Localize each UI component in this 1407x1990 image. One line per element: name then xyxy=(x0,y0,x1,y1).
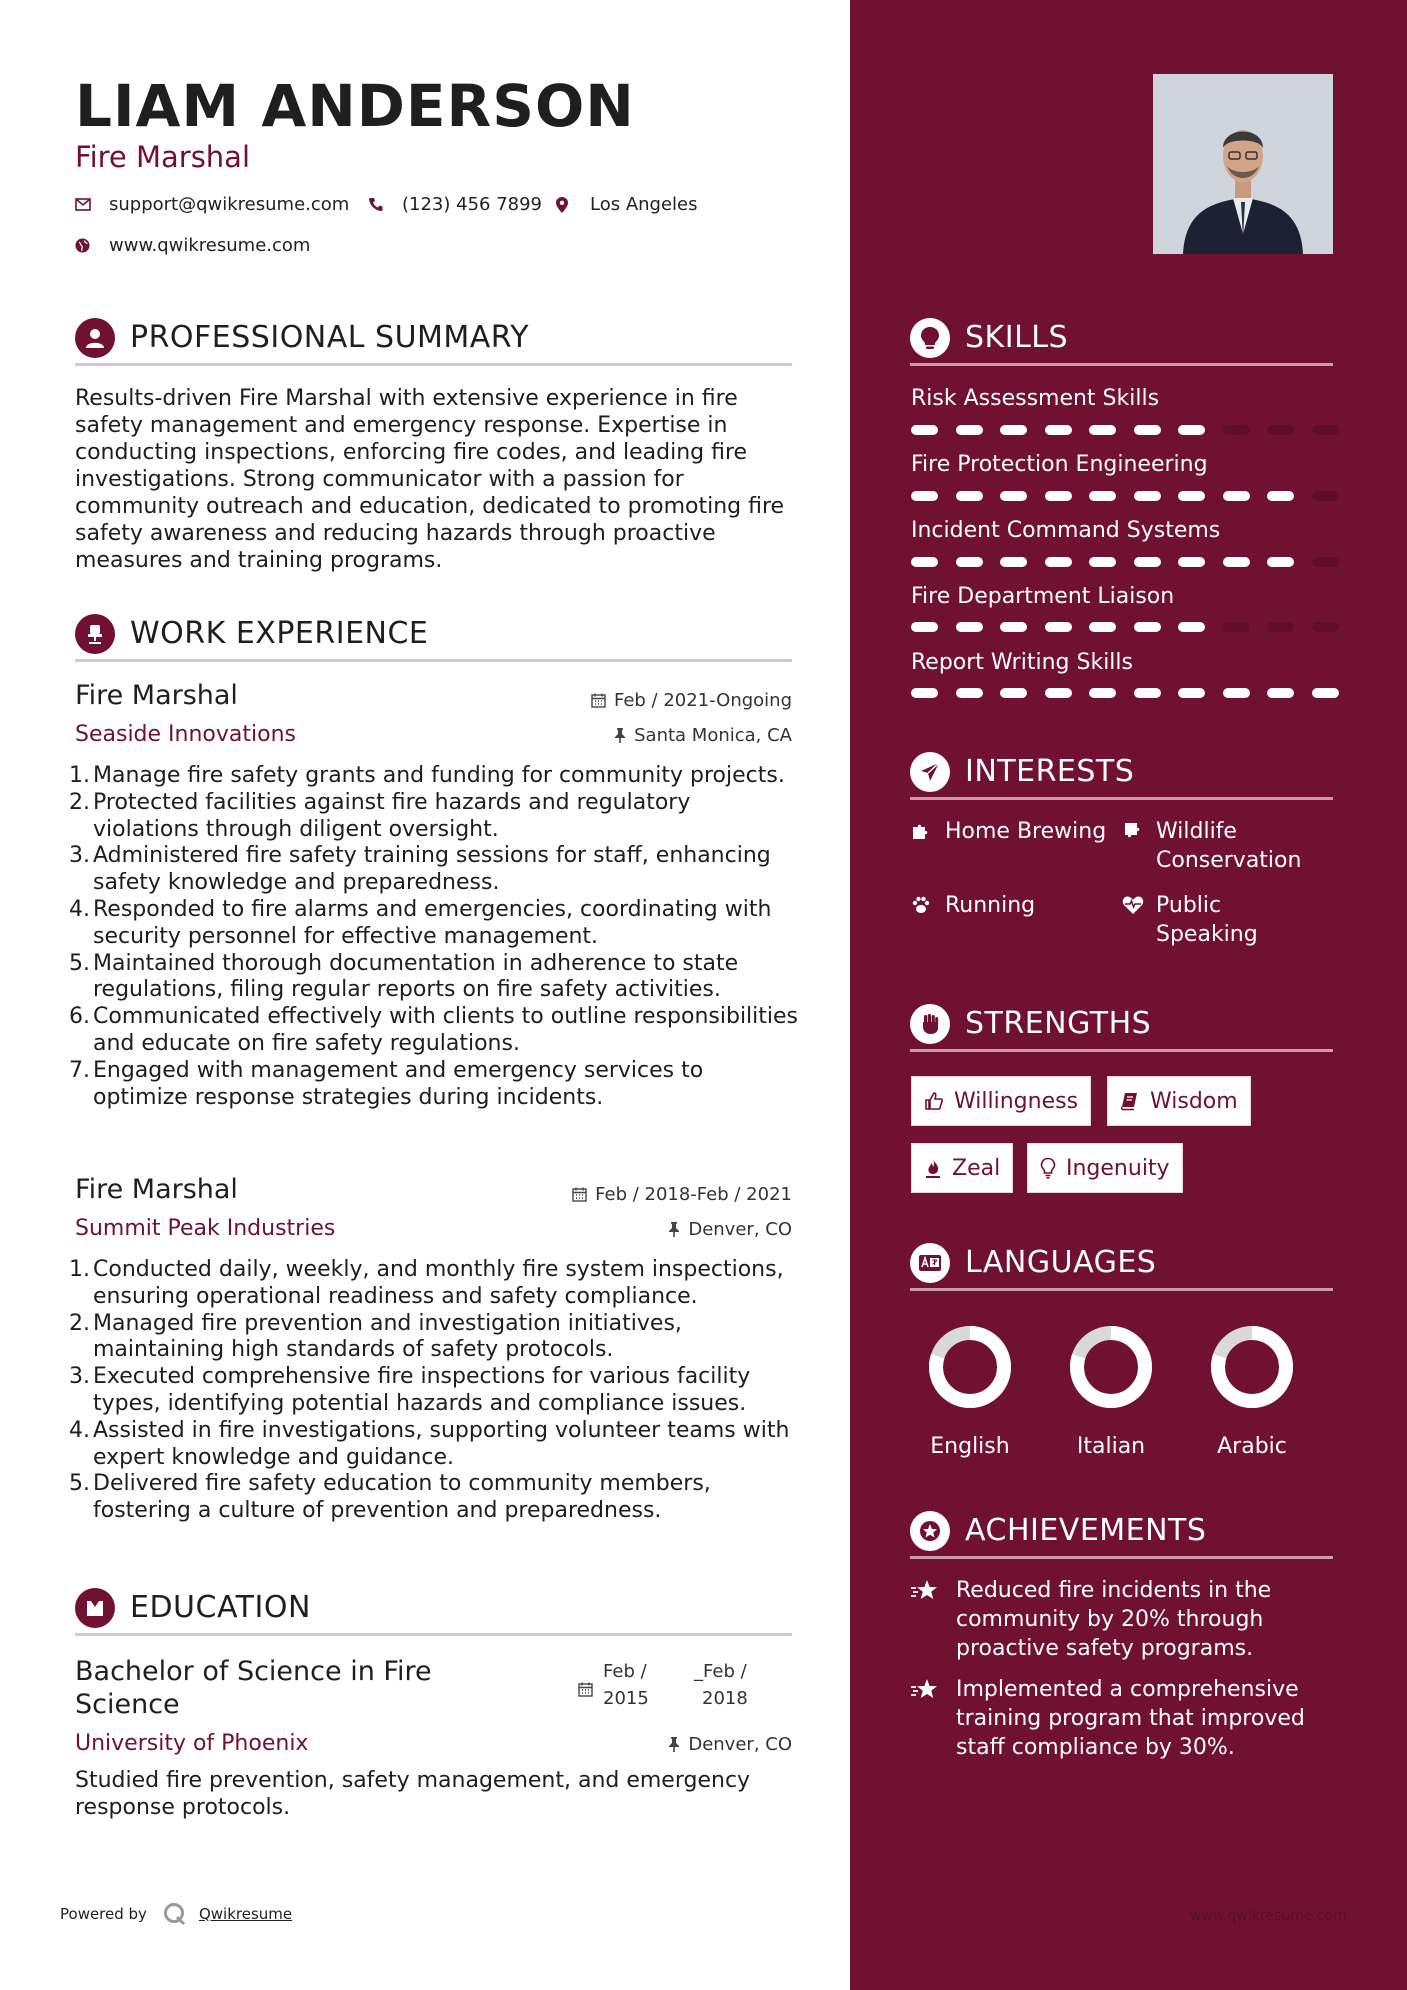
user-icon xyxy=(75,318,115,358)
language-ring xyxy=(1207,1322,1297,1412)
summary-section-header xyxy=(75,314,792,366)
skill-level-segment xyxy=(1267,622,1294,632)
list-item: 6. Communicated effectively with clients to outline responsibilities and educate on fire safety regulations. xyxy=(69,1004,799,1056)
contact-email[interactable] xyxy=(75,194,349,215)
skill-level-segment xyxy=(1045,425,1072,435)
skill-level-bar xyxy=(911,688,1356,698)
lightbulb-icon xyxy=(1040,1157,1056,1179)
skill-level-segment xyxy=(1178,557,1205,567)
language-name: Arabic xyxy=(1217,1434,1287,1459)
skill-level-segment xyxy=(1178,491,1205,501)
candidate-role: Fire Marshal xyxy=(75,140,251,174)
skill-level-segment xyxy=(1045,491,1072,501)
skill-level-segment xyxy=(1312,622,1339,632)
skill-level-segment xyxy=(1045,688,1072,698)
skill-level-segment xyxy=(1045,557,1072,567)
education-section-header xyxy=(75,1584,792,1636)
education-start-date: Feb / 2015 xyxy=(603,1661,649,1709)
languages-section-header xyxy=(910,1239,1333,1291)
skill-level-segment xyxy=(1267,557,1294,567)
education-end-date: _Feb / 2018 xyxy=(694,1661,748,1709)
footer xyxy=(60,1902,292,1926)
email-text: support@qwikresume.com xyxy=(109,194,350,215)
achievement-item: Implemented a comprehensive training program that improved staff compliance by 30%. xyxy=(910,1675,1330,1762)
skill-level-bar xyxy=(911,622,1356,632)
interests-title: INTERESTS xyxy=(965,754,1135,789)
skill-level-segment xyxy=(911,491,938,501)
job-location: Santa Monica, CA xyxy=(614,725,792,746)
interests-section-header xyxy=(910,748,1333,800)
list-item: 1. Conducted daily, weekly, and monthly fire system inspections, ensuring operational readiness and safety compliance. xyxy=(69,1257,784,1309)
skill-level-segment xyxy=(1134,557,1161,567)
strength-chip: Wisdom xyxy=(1107,1076,1251,1126)
skills-section-header xyxy=(910,314,1333,366)
skill-level-segment xyxy=(1000,491,1027,501)
list-item: 5. Delivered fire safety education to community members, fostering a culture of prevention and preparedness. xyxy=(69,1471,711,1524)
list-item: 5. Maintained thorough documentation in adherence to state regulations, filing regular reports on fire safety activities. xyxy=(69,950,739,1003)
experience-title: WORK EXPERIENCE xyxy=(130,616,429,651)
languages-title: LANGUAGES xyxy=(965,1245,1157,1280)
skill-level-segment xyxy=(956,557,983,567)
star-icon xyxy=(910,1675,940,1762)
pushpin-icon xyxy=(614,728,626,743)
language-item xyxy=(910,1322,1030,1459)
heartbeat-icon xyxy=(1122,891,1144,949)
map-pin-icon xyxy=(556,197,574,213)
summary-title: PROFESSIONAL SUMMARY xyxy=(130,320,530,355)
list-item: 3. Executed comprehensive fire inspections for various facility types, identifying potential hazards and compliance issues. xyxy=(69,1364,751,1416)
qwikresume-logo-icon xyxy=(163,1902,187,1926)
thumbs-up-icon xyxy=(924,1091,944,1111)
strengths-title: STRENGTHS xyxy=(965,1006,1152,1041)
achievement-item: Reduced fire incidents in the community by 20% through proactive safety programs. xyxy=(910,1576,1330,1663)
education-description: Studied fire prevention, safety management, and emergency response protocols. xyxy=(75,1768,751,1820)
strength-chip: Willingness xyxy=(911,1076,1091,1126)
skill-level-segment xyxy=(956,688,983,698)
job-location: Denver, CO xyxy=(668,1219,792,1240)
skill-level-segment xyxy=(911,688,938,698)
skill-level-segment xyxy=(1089,557,1116,567)
language-ring xyxy=(1066,1322,1156,1412)
strength-chip: Ingenuity xyxy=(1027,1143,1183,1193)
language-ring xyxy=(925,1322,1015,1412)
flame-icon xyxy=(924,1157,942,1179)
skill-level-segment xyxy=(1000,425,1027,435)
skill-level-segment xyxy=(1223,425,1250,435)
skill-level-segment xyxy=(1312,688,1339,698)
skill-level-segment xyxy=(956,491,983,501)
list-item: 4. Responded to fire alarms and emergencies, coordinating with security personnel for effective management. xyxy=(69,896,772,949)
star-badge-icon xyxy=(910,1511,950,1551)
interest-item: Running xyxy=(911,891,1035,923)
skill-name: Fire Department Liaison xyxy=(911,584,1175,609)
skill-level-segment xyxy=(956,622,983,632)
calendar-icon xyxy=(591,693,606,708)
skill-level-segment xyxy=(1223,622,1250,632)
contact-phone[interactable] xyxy=(368,194,542,215)
skill-level-segment xyxy=(911,425,938,435)
language-item xyxy=(1051,1322,1171,1459)
interest-item: Home Brewing xyxy=(911,817,1106,849)
experience-section-header xyxy=(75,610,792,662)
skill-level-segment xyxy=(1000,622,1027,632)
profile-photo xyxy=(1153,74,1333,254)
star-icon xyxy=(910,1576,940,1663)
pushpin-icon xyxy=(668,1222,680,1237)
achievements-section-header xyxy=(910,1507,1333,1559)
skill-name: Report Writing Skills xyxy=(911,650,1133,675)
calendar-icon xyxy=(578,1682,593,1701)
skill-name: Risk Assessment Skills xyxy=(911,386,1160,411)
skill-level-segment xyxy=(1045,622,1072,632)
skill-level-segment xyxy=(1089,688,1116,698)
language-item xyxy=(1192,1322,1312,1459)
strength-chip: Zeal xyxy=(911,1143,1013,1193)
skill-level-segment xyxy=(1178,425,1205,435)
calendar-icon xyxy=(572,1187,587,1202)
skill-level-segment xyxy=(1267,491,1294,501)
language-icon xyxy=(910,1243,950,1283)
skill-level-segment xyxy=(1223,491,1250,501)
skill-level-segment xyxy=(911,622,938,632)
skill-level-segment xyxy=(1312,425,1339,435)
skill-level-segment xyxy=(1134,491,1161,501)
lightbulb-icon xyxy=(910,318,950,358)
skill-level-segment xyxy=(1178,688,1205,698)
graduate-icon xyxy=(75,1588,115,1628)
skill-level-segment xyxy=(1223,688,1250,698)
skill-level-bar xyxy=(911,557,1356,567)
achievements-title: ACHIEVEMENTS xyxy=(965,1513,1207,1548)
education-title: EDUCATION xyxy=(130,1590,311,1625)
office-chair-icon xyxy=(75,614,115,654)
skill-level-bar xyxy=(911,491,1356,501)
skill-level-segment xyxy=(1223,557,1250,567)
list-item: 4. Assisted in fire investigations, supporting volunteer teams with expert knowledge and guidance. xyxy=(69,1417,790,1470)
skill-level-segment xyxy=(1134,622,1161,632)
paw-icon xyxy=(911,891,933,923)
list-item: 7. Engaged with management and emergency services to optimize response strategies during incidents. xyxy=(69,1057,704,1110)
skill-level-segment xyxy=(1267,425,1294,435)
skill-level-bar xyxy=(911,425,1356,435)
language-name: English xyxy=(930,1434,1010,1459)
skill-level-segment xyxy=(1000,557,1027,567)
skill-level-segment xyxy=(1089,425,1116,435)
candidate-name: LIAM ANDERSON xyxy=(75,72,635,140)
skills-title: SKILLS xyxy=(965,320,1069,355)
powered-by-text: Powered by xyxy=(60,1905,147,1923)
skill-name: Fire Protection Engineering xyxy=(911,452,1208,477)
job-dates: Feb / 2021-Ongoing xyxy=(591,690,792,711)
skill-level-segment xyxy=(956,425,983,435)
interest-item: Wildlife Conservation xyxy=(1122,817,1301,875)
skill-level-segment xyxy=(1178,622,1205,632)
list-item: 2. Managed fire prevention and investigation initiatives, maintaining high standards of safety protocols. xyxy=(69,1310,682,1363)
skill-name: Incident Command Systems xyxy=(911,518,1221,543)
job-title: Fire Marshal xyxy=(75,1174,238,1205)
paper-plane-icon xyxy=(910,752,950,792)
globe-icon xyxy=(75,238,93,253)
job-1-bullets xyxy=(69,763,799,1111)
skill-level-segment xyxy=(1089,491,1116,501)
skill-level-segment xyxy=(1134,688,1161,698)
list-item: 1. Manage fire safety grants and funding for community projects. xyxy=(69,763,785,788)
strengths-section-header xyxy=(910,1000,1333,1052)
skill-level-segment xyxy=(1312,491,1339,501)
puzzle-piece-icon xyxy=(1122,817,1144,875)
skill-level-segment xyxy=(1000,688,1027,698)
brand-link[interactable]: Qwikresume xyxy=(198,1905,293,1923)
list-item: 3. Administered fire safety training sessions for staff, enhancing safety knowledge and preparedness. xyxy=(69,843,771,896)
summary-text: Results-driven Fire Marshal with extensive experience in fire safety management and emergency response. Expertise in conducting inspections, enforcing fire codes, and leading fire investigations. Strong communicator with a passion for community outreach and education, dedicated to promoting fire safety awareness and reducing hazards through proactive measures and training programs. xyxy=(75,386,785,573)
interest-item: Public Speaking xyxy=(1122,891,1258,949)
job-company: Summit Peak Industries xyxy=(75,1216,336,1241)
job-2-bullets xyxy=(69,1257,799,1525)
degree-title: Bachelor of Science in Fire Science xyxy=(75,1656,432,1720)
contact-website[interactable] xyxy=(75,235,310,256)
school-name: University of Phoenix xyxy=(75,1731,309,1756)
location-text: Los Angeles xyxy=(590,194,698,215)
job-dates: Feb / 2018-Feb / 2021 xyxy=(572,1184,792,1205)
skill-level-segment xyxy=(1134,425,1161,435)
pushpin-icon xyxy=(668,1737,680,1752)
job-title: Fire Marshal xyxy=(75,680,238,711)
book-icon xyxy=(1120,1091,1140,1111)
puzzle-icon xyxy=(911,817,933,849)
skill-level-segment xyxy=(1089,622,1116,632)
fist-icon xyxy=(910,1004,950,1044)
contact-location xyxy=(556,194,698,215)
phone-text: (123) 456 7899 xyxy=(402,194,543,215)
website-text: www.qwikresume.com xyxy=(109,235,311,256)
language-name: Italian xyxy=(1076,1434,1146,1459)
job-company: Seaside Innovations xyxy=(75,722,296,747)
skill-level-segment xyxy=(911,557,938,567)
education-location: Denver, CO xyxy=(668,1734,792,1755)
watermark: www.qwikresume.com xyxy=(1190,1908,1347,1924)
envelope-icon xyxy=(75,198,93,211)
skill-level-segment xyxy=(1267,688,1294,698)
skill-level-segment xyxy=(1312,557,1339,567)
list-item: 2. Protected facilities against fire hazards and regulatory violations through diligent oversight. xyxy=(69,789,691,842)
phone-icon xyxy=(368,197,386,212)
